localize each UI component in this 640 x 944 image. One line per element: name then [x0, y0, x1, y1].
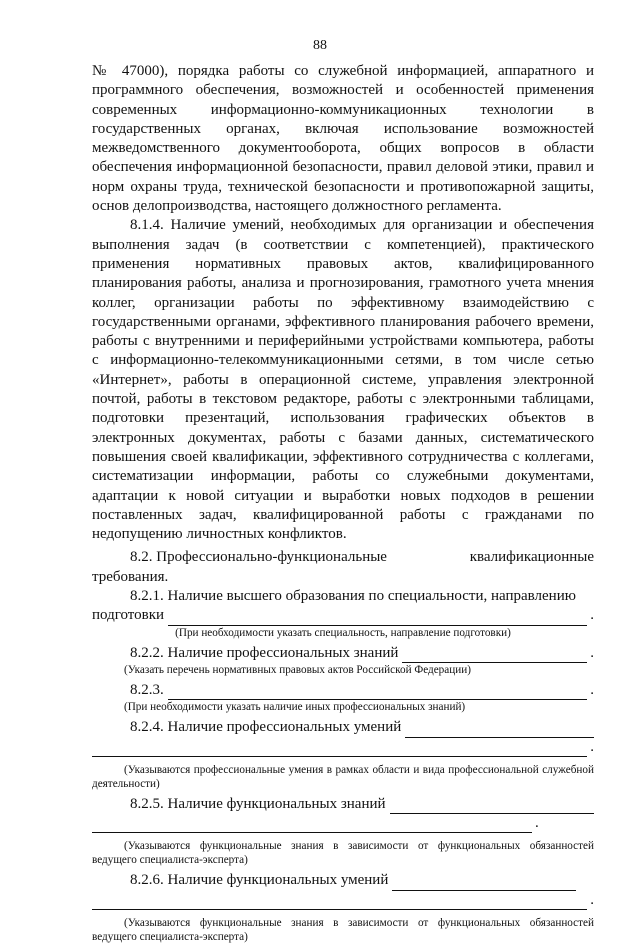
item-8-2-6-line2 [92, 891, 594, 910]
caption-8-2-4: (Указываются профессиональные умения в рамках области и вида профессиональной служебной деятельности) [92, 763, 594, 790]
item-8-2-4-line [92, 718, 594, 737]
item-8-2-5-line2 [92, 814, 594, 833]
dot: . [590, 681, 594, 698]
item-8-2-1-line [92, 606, 594, 625]
caption-8-2-2: (Указать перечень нормативных правовых актов Российской Федерации) [124, 663, 471, 676]
item-8-2-6: 8.2.6. Наличие функциональных умений [130, 872, 389, 889]
item-8-2-2-line [92, 644, 594, 663]
dot: . [590, 738, 594, 755]
section-8-2-tail: требования. [92, 568, 169, 585]
item-8-2-1: 8.2.1. Наличие высшего образования по специальности, направлению [130, 588, 576, 605]
blank-line-8-2-1[interactable] [168, 610, 587, 626]
paragraph-continuation: № 47000), порядка работы со служебной информацией, аппаратного и программного обеспечения, возможностей и особенностей применения современных информационно-коммуникационных технологии в государственных органах, включая использование возможностей межведомственного документооборота, общих вопросов в области обеспечения информационной безопасности, правил деловой этики, правил и норм охраны труда, технической безопасности и противопожарной защиты, основ делопроизводства, настоящего должностного регламента. [92, 63, 594, 215]
item-8-2-6-line [92, 871, 594, 890]
item-8-2-5-line [92, 795, 594, 814]
section-8-2-left: 8.2. Профессионально-функциональные [130, 549, 387, 566]
blank-line-8-2-4[interactable] [405, 722, 594, 738]
item-8-2-3: 8.2.3. [130, 681, 164, 698]
blank-line-8-2-5[interactable] [390, 798, 594, 814]
blank-line-8-2-3[interactable] [168, 684, 588, 700]
page-number: 88 [313, 38, 327, 53]
item-8-2-1-cont: подготовки [92, 607, 165, 624]
blank-line-8-2-2[interactable] [402, 647, 587, 663]
item-8-2-5: 8.2.5. Наличие функциональных знаний [130, 795, 386, 812]
blank-line-8-2-4-b[interactable] [92, 741, 587, 757]
document-body [92, 62, 594, 944]
blank-line-8-2-6[interactable] [392, 875, 576, 891]
section-8-2-heading [92, 548, 594, 567]
dot: . [535, 815, 539, 832]
paragraph-8-1-4: 8.1.4. Наличие умений, необходимых для организации и обеспечения выполнения задач (в соответствии с компетенцией), практического применения нормативных правовых актов, квалифицированного планирования работы, анализа и прогнозирования, грамотного учета мнения коллег, организации работы по эффективному взаимодействию с государственными органами, эффективного планирования рабочего времени, работы с внутренними и периферийными устройствами компьютера, работы с информационно-телекоммуникационными сетями, в том числе сетью «Интернет», работы в операционной системе, управления электронной почтой, работы в текстовом редакторе, работы с электронными таблицами, подготовки презентаций, использования графических объектов в электронных документах, работы с базами данных, систематического повышения своей квалификации, эффективного сотрудничества с коллегами, систематизации информации, работы со служебными документами, адаптации к новой ситуации и выработки новых подходов в решении поставленных задач, квалифицированной работы с гражданами по недопущению личностных конфликтов. [92, 217, 594, 543]
blank-line-8-2-5-b[interactable] [92, 817, 532, 833]
dot: . [590, 644, 594, 661]
item-8-2-4-line2 [92, 738, 594, 757]
caption-8-2-6: (Указываются функциональные знания в зависимости от функциональных обязанностей ведущего специалиста-эксперта) [92, 916, 594, 943]
caption-8-2-1: (При необходимости указать специальность, направление подготовки) [175, 626, 511, 639]
dot: . [590, 891, 594, 908]
caption-8-2-3: (При необходимости указать наличие иных профессиональных знаний) [124, 701, 466, 714]
section-8-2-right: квалификационные [469, 549, 594, 566]
caption-8-2-5: (Указываются функциональные знания в зависимости от функциональных обязанностей ведущего специалиста-эксперта) [92, 840, 594, 867]
item-8-2-3-line [92, 681, 594, 700]
item-8-2-2: 8.2.2. Наличие профессиональных знаний [130, 644, 399, 661]
dot: . [590, 607, 594, 624]
item-8-2-4: 8.2.4. Наличие профессиональных умений [130, 719, 402, 736]
blank-line-8-2-6-b[interactable] [92, 894, 587, 910]
